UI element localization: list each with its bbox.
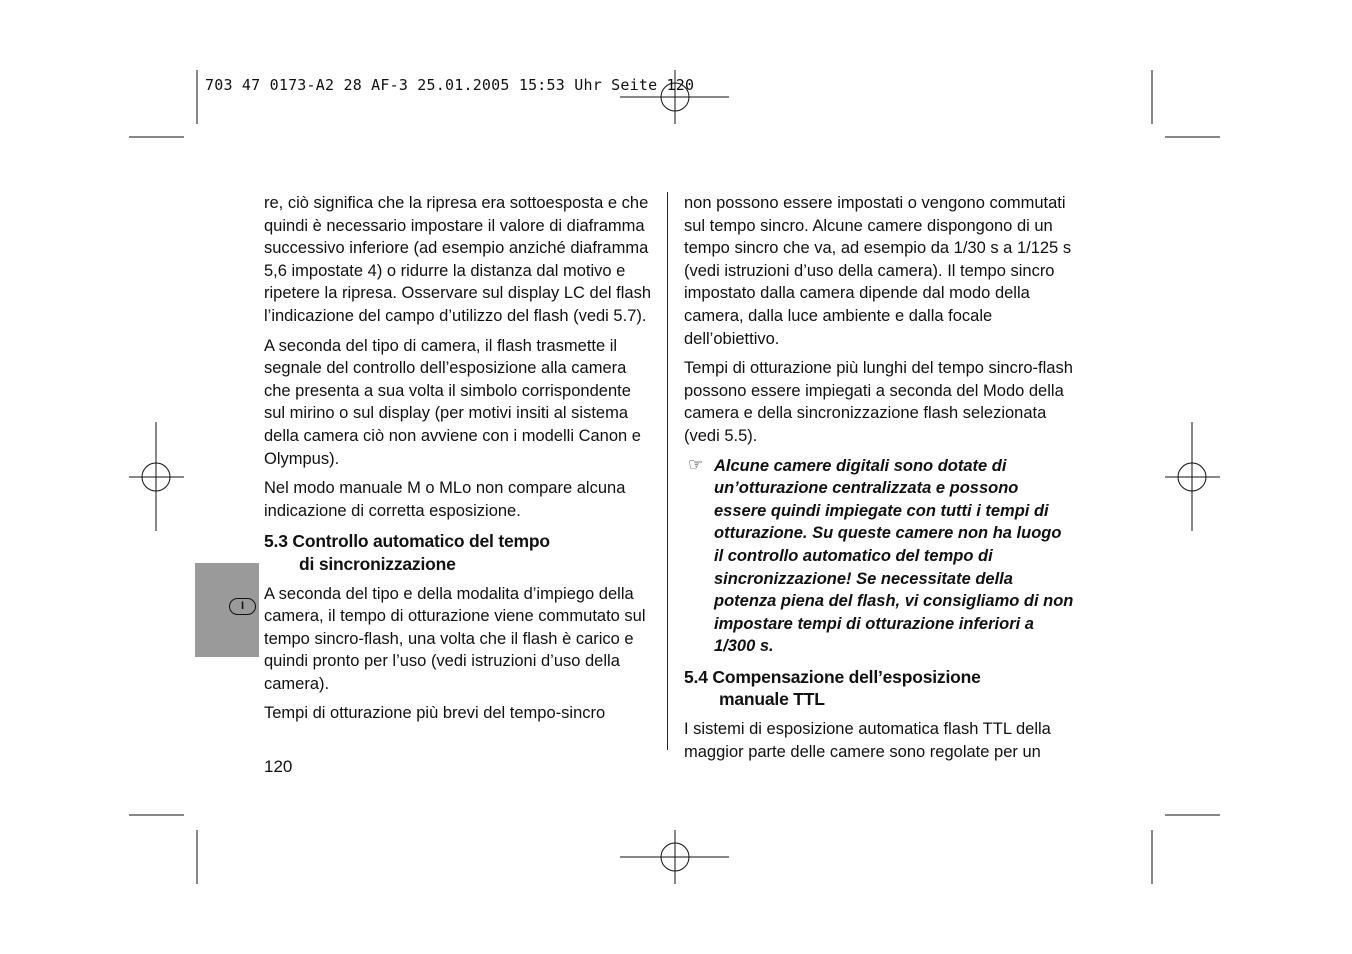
heading-line-1: 5.3 Controllo automatico del tempo [264, 531, 550, 552]
language-badge: I [229, 598, 256, 615]
page-number: 120 [264, 757, 293, 776]
registration-mark-right [1165, 422, 1220, 531]
left-column [264, 192, 652, 732]
paragraph: I sistemi di esposizione automatica flash TTL della maggior parte delle camere sono regolate per un [684, 720, 1051, 761]
print-slug: 703 47 0173-A2 28 AF-3 25.01.2005 15:53 Uhr Seite 120 [205, 76, 695, 94]
paragraph: A seconda del tipo e della modalita d’impiego della camera, il tempo di otturazione viene commutato sul tempo sincro-flash, una volta che il flash è carico e quindi pronto per l’uso (vedi istruzioni d’uso della camera). [264, 584, 646, 693]
note-text: Alcune camere digitali sono dotate di un’otturazione centralizzata e possono essere quindi impiegate con tutti i tempi di otturazione. Su queste camere non ha luogo il controllo automatico del tempo di sincronizzazione! Se necessitate della potenza piena del flash, vi consigliamo di non impostare tempi di otturazione inferiori a 1/300 s. [714, 456, 1074, 656]
paragraph: re, ciò significa che la ripresa era sottoesposta e che quindi è necessario impostare il valore di diaframma successivo inferiore (ad esempio anziché diaframma 5,6 impostate 4) o ridurre la distanza dal motivo e ripetere la ripresa. Osservare sul display LC del flash l’indicazione del campo d’utilizzo del flash (vedi 5.7). [264, 194, 652, 325]
pointing-hand-icon: ☞ [688, 454, 704, 474]
paragraph: non possono essere impostati o vengono commutati sul tempo sincro. Alcune camere dispongono di un tempo sincro che va, ad esempio da 1/30 s a 1/125 s (vedi istruzioni d’uso della camera). Il tempo sincro impostato dalla camera dipende dal modo della camera, dalla luce ambiente e dalla focale dell’obiettivo. [684, 194, 1072, 348]
right-column [684, 192, 1074, 770]
paragraph: Tempi di otturazione più brevi del tempo-sincro [264, 704, 606, 723]
registration-mark-bottom [620, 830, 729, 884]
paragraph: Tempi di otturazione più lunghi del tempo sincro-flash possono essere impiegati a seconda del Modo della camera e della sincronizzazione flash selezionata (vedi 5.5). [684, 359, 1073, 445]
heading-line-1: 5.4 Compensazione dell’esposizione [684, 666, 981, 687]
heading-line-2: manuale TTL [719, 689, 825, 710]
section-heading-5-4 [684, 666, 1074, 711]
registration-mark-left [129, 422, 184, 531]
section-heading-5-3 [264, 530, 652, 575]
heading-line-2: di sincronizzazione [299, 553, 456, 574]
paragraph: Nel modo manuale M o MLo non compare alcuna indicazione di corretta esposizione. [264, 479, 626, 520]
note-block [684, 455, 1074, 658]
column-divider [667, 192, 668, 750]
paragraph: A seconda del tipo di camera, il flash trasmette il segnale del controllo dell’esposizione alla camera che presenta a sua volta il simbolo corrispondente sul mirino o sul display (per motivi insiti al sistema della camera ciò non avviene con i modelli Canon e Olympus). [264, 336, 641, 468]
